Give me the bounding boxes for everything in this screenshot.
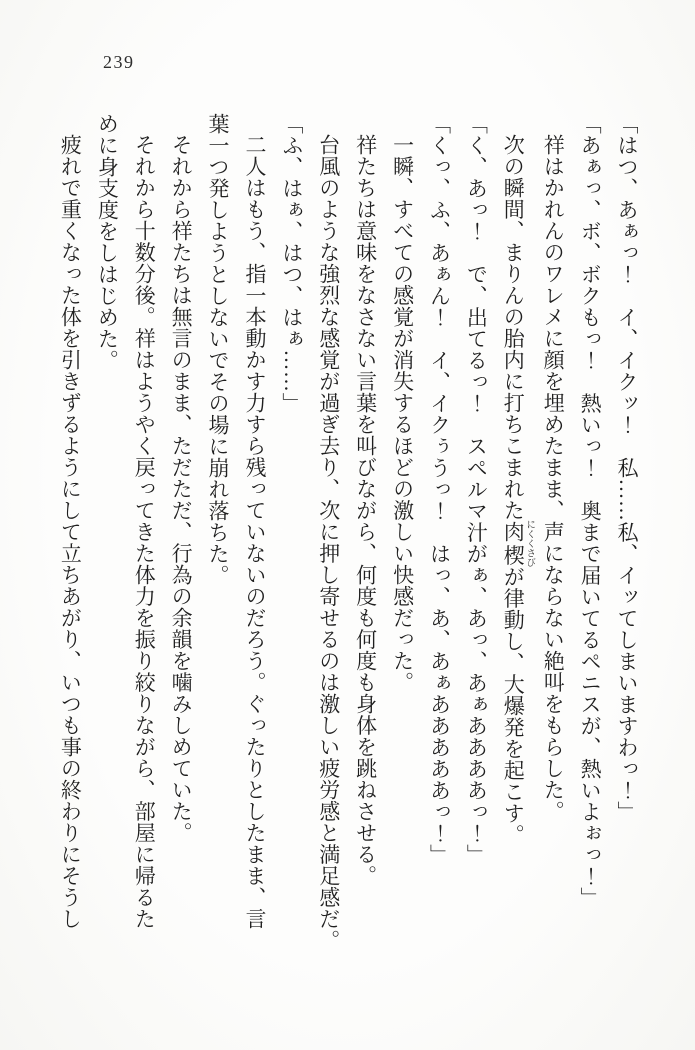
page-number: 239: [103, 52, 135, 72]
text-line: 「はつ、あぁっ！ イ、イクッ！ 私……私、イッてしまいますわっ！」: [615, 113, 639, 823]
ruby-annotated-text: 肉楔 にくくさび: [501, 519, 535, 568]
text-line: 台風のような強烈な感覚が過ぎ去り、次に押し寄せるのは激しい疲労感と満足感だ。: [316, 134, 341, 951]
text-line: 次の瞬間、まりんの胎内に打ちこまれた肉楔 にくくさびが律動し、大爆発を起こす。: [501, 134, 535, 846]
text-line: それから祥たちは無言のまま、ただただ、行為の余韻を噛みしめていた。: [169, 134, 194, 844]
text-line: 「あぁっ、ボ、ボクもっ！ 熱いっ！ 奥まで届いてるペニスが、熱いよぉっ！」: [578, 113, 603, 909]
text-block: [52, 113, 646, 951]
text-line: めに身支度をしはじめた。: [95, 113, 120, 371]
text-line: 「くっ、ふ、あぁん！ イ、イクぅうっ！ はっ、あ、あぁあああああっ！」: [427, 113, 452, 866]
text-line: それから十数分後。祥はようやく戻ってきた体力を振り絞りながら、部屋に帰るた: [132, 134, 157, 930]
text-line: 葉一つ発しようとしないでその場に崩れ落ちた。: [206, 113, 231, 586]
furigana: にくくさび: [524, 519, 535, 568]
text-line: 疲れで重くなった体を引きずるようにして立ちあがり、いつも事の終わりにそうし: [58, 134, 83, 930]
text-line: 祥はかれんのワレメに顔を埋めたまま、声にならない絶叫をもらした。: [541, 134, 566, 822]
text-line: 二人はもう、指一本動かす力すら残っていないのだろう。ぐったりとしたまま、言: [242, 134, 267, 930]
text-line: 「く、あっ！ で、出てるっ！ スペルマ汁がぁ、あっ、あぁああああっ！」: [464, 113, 489, 866]
text-line: 祥たちは意味をなさない言葉を叫びながら、何度も何度も身体を跳ねさせる。: [353, 134, 378, 887]
text-line: 「ふ、はぁ、はつ、はぁ……」: [279, 113, 304, 414]
text-line: 一瞬、すべての感覚が消失するほどの激しい快感だった。: [390, 134, 415, 693]
